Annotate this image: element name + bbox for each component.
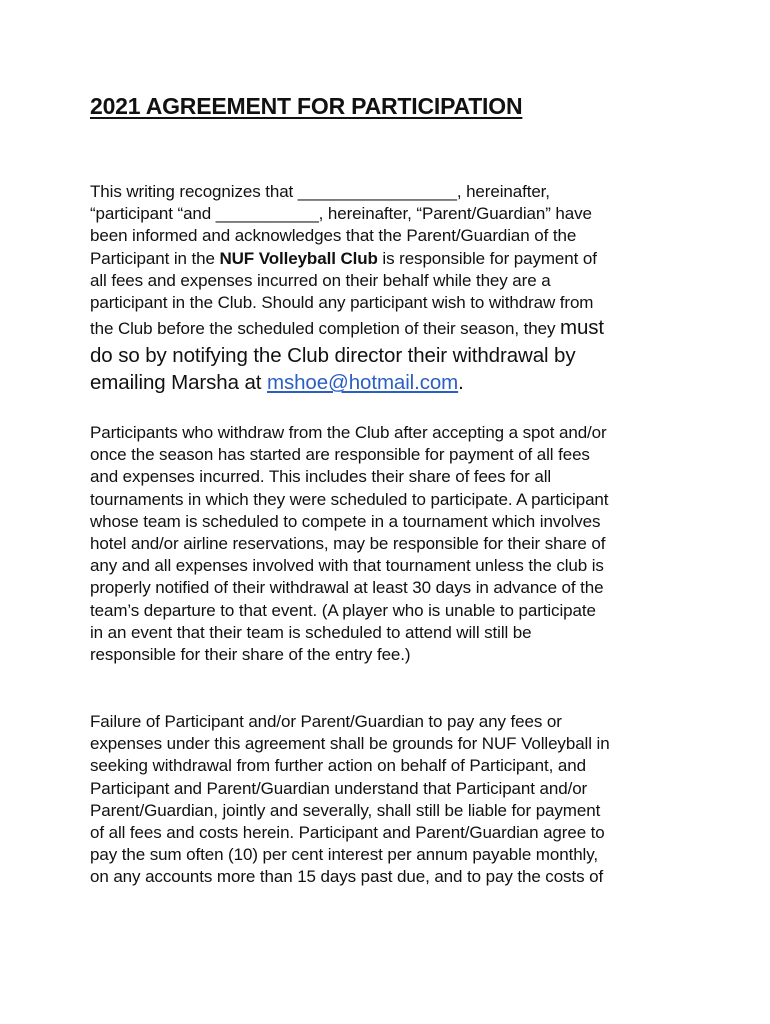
text-fragment: is responsible for payment of bbox=[377, 248, 597, 268]
text-fragment: . bbox=[458, 371, 464, 395]
text-line: hotel and/or airline reservations, may be responsible for their share of bbox=[90, 534, 606, 554]
text-line bbox=[90, 248, 690, 270]
text-line: responsible for their share of the entry fee.) bbox=[90, 645, 411, 665]
text-line: of all fees and costs herein. Participant and Parent/Guardian agree to bbox=[90, 823, 605, 843]
text-fragment-large: must bbox=[560, 316, 605, 340]
text-line: expenses under this agreement shall be grounds for NUF Volleyball in bbox=[90, 734, 610, 754]
club-name: NUF Volleyball Club bbox=[219, 248, 378, 268]
paragraph-failure-to-pay bbox=[90, 711, 690, 889]
document-title: 2021 AGREEMENT FOR PARTICIPATION bbox=[90, 93, 523, 119]
text-line: any and all expenses involved with that tournament unless the club is bbox=[90, 556, 604, 576]
text-line: pay the sum often (10) per cent interest per annum payable monthly, bbox=[90, 845, 598, 865]
text-line: This writing recognizes that _________________, hereinafter, bbox=[90, 182, 550, 201]
text-line: all fees and expenses incurred on their behalf while they are a bbox=[90, 270, 551, 290]
text-fragment: the Club before the scheduled completion of their season, they bbox=[90, 319, 560, 339]
text-line-large bbox=[90, 369, 690, 396]
text-line: seeking withdrawal from further action on behalf of Participant, and bbox=[90, 756, 586, 776]
text-line bbox=[90, 314, 690, 342]
text-line: once the season has started are responsible for payment of all fees bbox=[90, 445, 590, 465]
email-link[interactable]: mshoe@hotmail.com bbox=[267, 371, 459, 395]
text-line: tournaments in which they were scheduled to participate. A participant bbox=[90, 489, 609, 509]
text-line: Participants who withdraw from the Club after accepting a spot and/or bbox=[90, 423, 607, 442]
text-line: “participant “and ___________, hereinafter, “Parent/Guardian” have bbox=[90, 204, 592, 224]
text-line: been informed and acknowledges that the Parent/Guardian of the bbox=[90, 226, 577, 246]
text-line: participant in the Club. Should any participant wish to withdraw from bbox=[90, 293, 594, 313]
text-fragment: emailing Marsha at bbox=[90, 371, 267, 395]
text-line: Failure of Participant and/or Parent/Guardian to pay any fees or bbox=[90, 712, 562, 731]
text-line: Participant and Parent/Guardian understand that Participant and/or bbox=[90, 778, 588, 798]
text-line: and expenses incurred. This includes their share of fees for all bbox=[90, 467, 552, 487]
text-line: on any accounts more than 15 days past due, and to pay the costs of bbox=[90, 867, 604, 887]
text-line: whose team is scheduled to compete in a tournament which involves bbox=[90, 511, 601, 531]
text-line: Parent/Guardian, jointly and severally, shall still be liable for payment bbox=[90, 800, 601, 820]
paragraph-withdrawal bbox=[90, 422, 690, 666]
text-line: team’s departure to that event. (A player who is unable to participate bbox=[90, 600, 596, 620]
text-line: properly notified of their withdrawal at least 30 days in advance of the bbox=[90, 578, 604, 598]
text-line: in an event that their team is scheduled to attend will still be bbox=[90, 622, 532, 642]
text-line-large: do so by notifying the Club director their withdrawal by bbox=[90, 344, 576, 368]
paragraph-intro bbox=[90, 181, 690, 396]
text-fragment: Participant in the bbox=[90, 248, 220, 268]
